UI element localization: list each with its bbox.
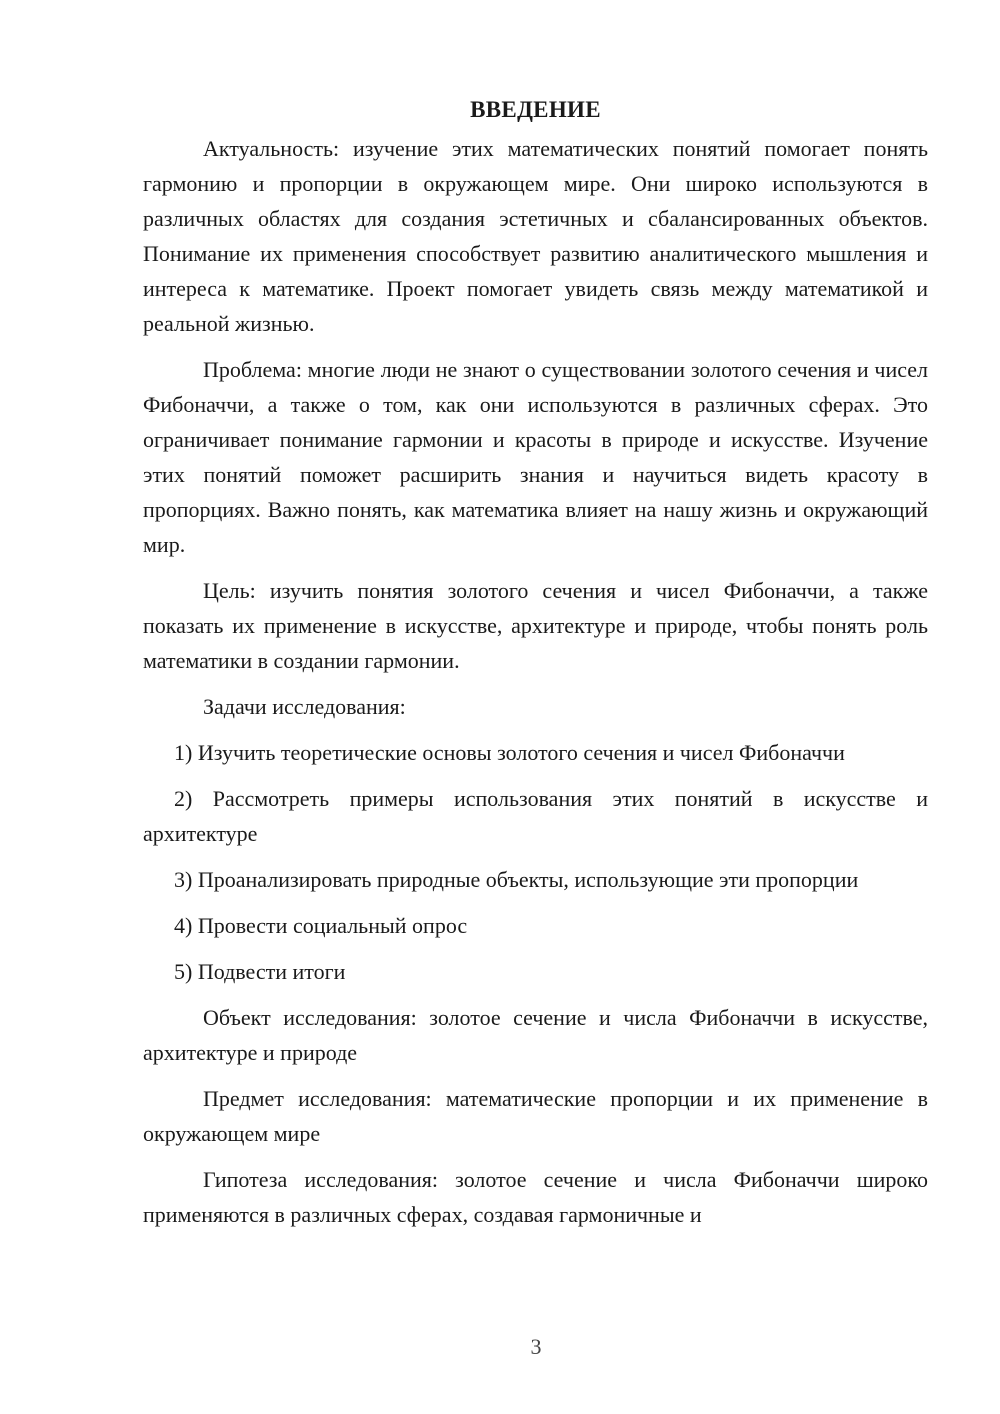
paragraph-goal: Цель: изучить понятия золотого сечения и чисел Фибоначчи, а также показать их применение в искусстве, архитектуре и природе, чтобы понять роль математики в создании гармонии. xyxy=(143,578,928,673)
paragraph-object: Объект исследования: золотое сечение и числа Фибоначчи в искусстве, архитектуре и природе xyxy=(143,1005,928,1065)
paragraph-hypothesis: Гипотеза исследования: золотое сечение и числа Фибоначчи широко применяются в различных сферах, создавая гармоничные и xyxy=(143,1167,928,1227)
paragraph-problem: Проблема: многие люди не знают о существовании золотого сечения и чисел Фибоначчи, а также о том, как они используются в различных сферах. Это ограничивает понимание гармонии и красоты в природе и искусстве. Изучение этих понятий поможет расширить знания и научиться видеть красоту в пропорциях. Важно понять, как математика влияет на нашу жизнь и окружающий мир. xyxy=(143,357,928,557)
document-page xyxy=(143,92,928,1243)
paragraph-subject: Предмет исследования: математические пропорции и их применение в окружающем мире xyxy=(143,1086,928,1146)
paragraph-relevance: Актуальность: изучение этих математических понятий помогает понять гармонию и пропорции в окружающем мире. Они широко используются в различных областях для создания эстетичных и сбалансированных объектов. Понимание их применения способствует развитию аналитического мышления и интереса к математике. Проект помогает увидеть связь между математикой и реальной жизнью. xyxy=(143,136,928,336)
task-item-3: 3) Проанализировать природные объекты, использующие эти пропорции xyxy=(174,867,859,892)
task-item-1: 1) Изучить теоретические основы золотого сечения и чисел Фибоначчи xyxy=(174,740,845,765)
tasks-list xyxy=(143,735,928,989)
task-item-5: 5) Подвести итоги xyxy=(174,959,346,984)
paragraph-tasks-heading: Задачи исследования: xyxy=(203,694,406,719)
page-number: 3 xyxy=(530,1334,542,1359)
section-title: ВВЕДЕНИЕ xyxy=(470,97,601,122)
task-item-4: 4) Провести социальный опрос xyxy=(174,913,468,938)
task-item-2: 2) Рассмотреть примеры использования этих понятий в искусстве и архитектуре xyxy=(143,786,928,846)
